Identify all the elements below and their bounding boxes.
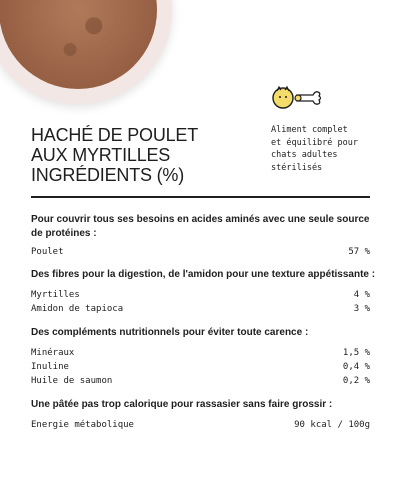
- product-claim: [271, 124, 381, 174]
- section-heading-proteins: Pour couvrir tous ses besoins en acides aminés avec une seule source de protéines :: [31, 214, 370, 239]
- ingredient-value: 3 %: [353, 304, 370, 314]
- ingredient-row: [31, 374, 370, 388]
- ingredient-name: Inuline: [31, 362, 69, 372]
- ingredient-name: Minéraux: [31, 348, 75, 358]
- divider: [31, 196, 370, 198]
- food-bowl-image: [0, 0, 172, 104]
- product-title: [31, 125, 251, 185]
- ingredient-value: 57 %: [348, 247, 370, 257]
- ingredient-row: [31, 302, 370, 316]
- section-heading-calories: Une pâtée pas trop calorique pour rassasier sans faire grossir :: [31, 399, 333, 410]
- ingredient-value: 0,4 %: [342, 362, 370, 372]
- ingredient-row: [31, 288, 370, 302]
- ingredient-name: Poulet: [31, 247, 64, 257]
- ingredient-row: [31, 418, 370, 432]
- section-heading-fibres: Des fibres pour la digestion, de l'amidon pour une texture appétissante :: [31, 269, 376, 280]
- ingredient-value: 0,2 %: [342, 376, 370, 386]
- claim-line-1: Aliment complet: [271, 125, 348, 135]
- ingredient-row: [31, 245, 370, 259]
- ingredient-name: Huile de saumon: [31, 376, 113, 386]
- pate-texture: [0, 0, 157, 89]
- title-line-1: HACHÉ DE POULET: [31, 125, 199, 145]
- ingredient-name: Energie métabolique: [31, 420, 134, 430]
- ingredient-row: [31, 360, 370, 374]
- title-line-3: INGRÉDIENTS (%): [31, 165, 185, 185]
- ingredient-name: Myrtilles: [31, 290, 80, 300]
- claim-line-2: et équilibré pour: [271, 137, 358, 148]
- claim-line-3: chats adultes: [271, 150, 338, 160]
- ingredient-value: 90 kcal / 100g: [294, 420, 370, 430]
- title-line-2: AUX MYRTILLES: [31, 145, 171, 165]
- ingredient-value: 4 %: [353, 290, 370, 300]
- ingredient-name: Amidon de tapioca: [31, 304, 124, 314]
- ingredient-value: 1,5 %: [342, 348, 370, 358]
- section-heading-supplements: Des compléments nutritionnels pour éviter toute carence :: [31, 327, 309, 338]
- cat-bone-icon: [271, 85, 325, 111]
- claim-line-4: stérilisés: [271, 162, 323, 173]
- ingredient-row: [31, 346, 370, 360]
